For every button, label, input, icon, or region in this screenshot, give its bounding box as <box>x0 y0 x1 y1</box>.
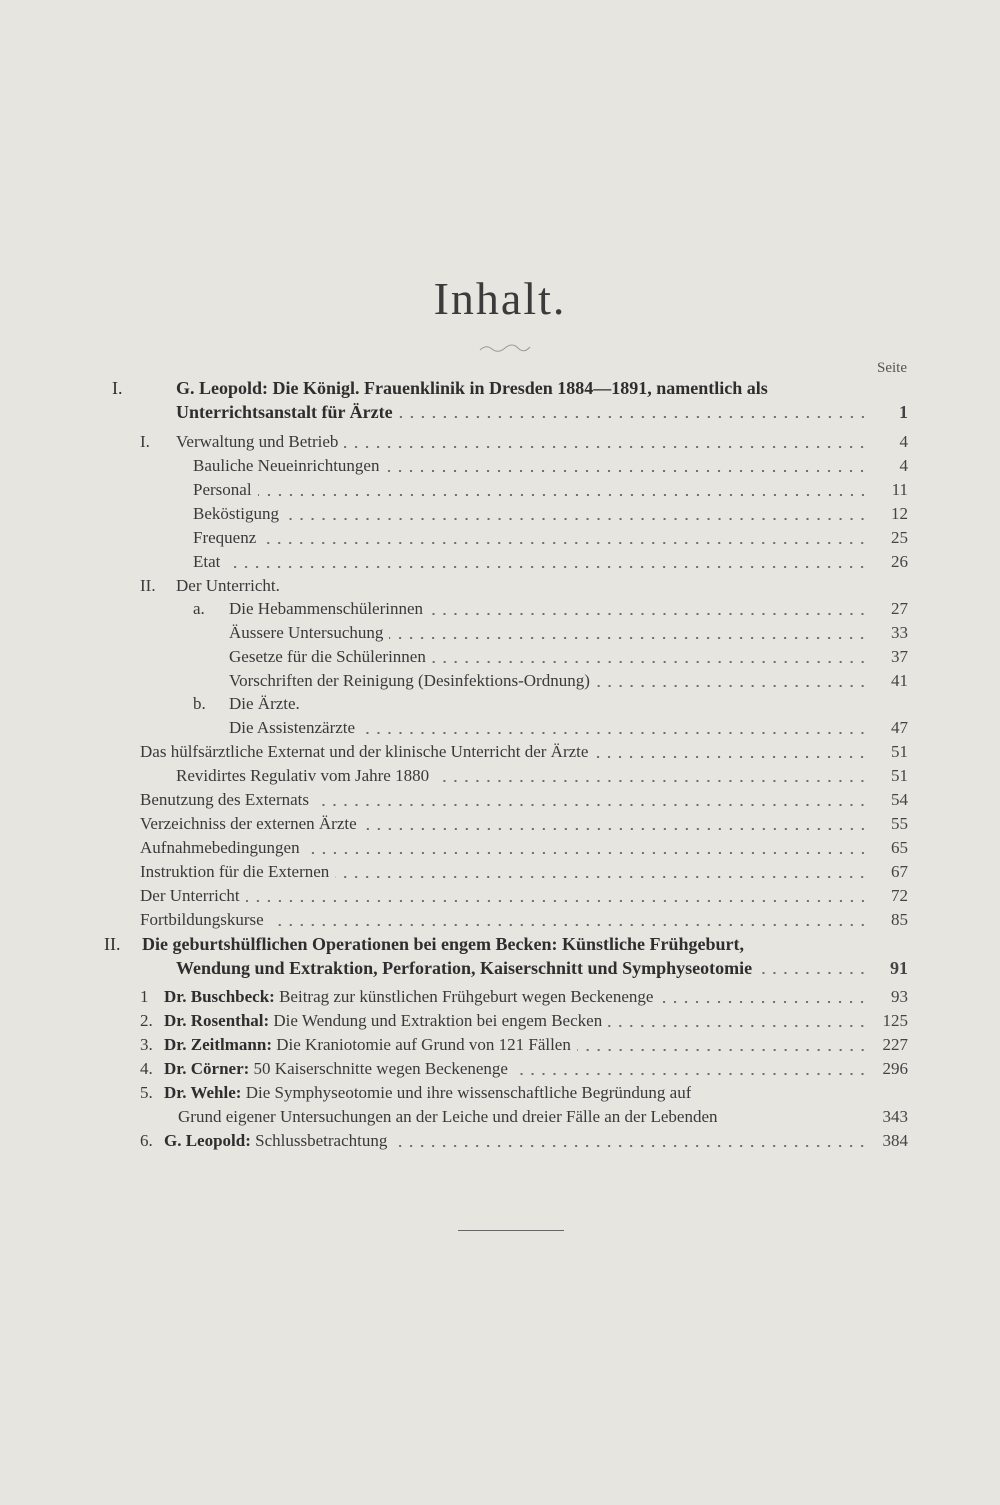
entry-title: Revidirtes Regulativ vom Jahre 1880 <box>176 766 430 785</box>
entry-title: Verzeichniss der externen Ärzte <box>140 814 357 833</box>
entry-title: Der Unterricht <box>140 886 240 905</box>
toc-entry <box>140 908 908 932</box>
entry-page: 227 <box>882 1035 908 1054</box>
toc-entry <box>193 478 908 502</box>
dot-leader <box>285 518 868 520</box>
entry-title: Die Assistenzärzte <box>229 718 356 737</box>
toc-entry <box>104 932 908 956</box>
entry-title: Das hülfsärztliche Externat und der klinische Unterricht der Ärzte <box>140 742 589 761</box>
toc-entry <box>229 645 908 669</box>
entry-number: 6. <box>140 1131 153 1150</box>
entry-page: 51 <box>891 742 908 761</box>
toc-entry <box>193 502 908 526</box>
toc-entry <box>193 526 908 550</box>
entry-title: Die Ärzte. <box>229 694 300 713</box>
entry-author: Dr. Cörner: <box>164 1059 250 1078</box>
entry-number: 4. <box>140 1059 153 1078</box>
ornament-divider <box>478 342 532 354</box>
entry-title: Fortbildungskurse <box>140 910 264 929</box>
entry-page: 27 <box>891 599 908 618</box>
entry-number: 2. <box>140 1011 153 1030</box>
entry-page: 47 <box>891 718 908 737</box>
dot-leader <box>432 661 868 663</box>
entry-number: b. <box>193 694 206 713</box>
entry-title: Unterrichtsanstalt für Ärzte <box>176 402 393 422</box>
page-column-header: Seite <box>877 360 907 376</box>
entry-title: Grund eigener Untersuchungen an der Leiche und dreier Fälle an der Lebenden <box>178 1107 718 1126</box>
dot-leader <box>594 756 868 758</box>
toc-entry <box>229 669 908 693</box>
toc-entry <box>140 574 908 598</box>
dot-leader <box>596 685 868 687</box>
dot-leader <box>361 732 868 734</box>
dot-leader <box>385 470 868 472</box>
toc-entry <box>140 788 908 812</box>
dot-leader <box>724 1121 868 1123</box>
dot-leader <box>306 852 868 854</box>
page-title: Inhalt. <box>433 273 567 324</box>
dot-leader <box>315 804 868 806</box>
entry-author: Dr. Wehle: <box>164 1083 242 1102</box>
entry-title: Schlussbetrachtung <box>255 1131 388 1150</box>
entry-title: Frequenz <box>193 528 257 547</box>
entry-page: 12 <box>891 504 908 523</box>
entry-title: Die geburtshülflichen Operationen bei engem Becken: Künstliche Frühgeburt, <box>142 934 744 954</box>
entry-page: 51 <box>891 766 908 785</box>
entry-title: G. Leopold: Die Königl. Frauenklinik in Dresden 1884—1891, namentlich als <box>176 378 768 398</box>
toc-entry <box>140 836 908 860</box>
dot-leader <box>363 828 868 830</box>
toc-entry <box>178 1105 908 1129</box>
dot-leader <box>399 416 868 418</box>
entry-page: 11 <box>891 480 908 499</box>
toc-entry <box>140 1081 860 1105</box>
entry-page: 296 <box>882 1059 908 1078</box>
entry-page: 93 <box>891 987 908 1006</box>
toc-entry <box>140 430 908 454</box>
entry-page: 55 <box>891 814 908 833</box>
entry-page: 125 <box>882 1011 908 1030</box>
toc-entry <box>140 1033 908 1057</box>
entry-page: 54 <box>891 790 908 809</box>
entry-title: 50 Kaiserschnitte wegen Beckenenge <box>253 1059 508 1078</box>
dot-leader <box>389 637 868 639</box>
entry-title: Äussere Untersuchung <box>229 623 384 642</box>
dot-leader <box>514 1073 868 1075</box>
entry-title: Vorschriften der Reinigung (Desinfektions-Ordnung) <box>229 671 590 690</box>
toc-entry <box>140 884 908 908</box>
toc-entry <box>229 621 908 645</box>
dot-leader <box>429 613 868 615</box>
entry-title: Bauliche Neueinrichtungen <box>193 456 380 475</box>
entry-page: 72 <box>891 886 908 905</box>
entry-title: Benutzung des Externats <box>140 790 310 809</box>
entry-number: II. <box>140 576 156 595</box>
toc-entry <box>140 860 908 884</box>
entry-page: 1 <box>899 402 908 422</box>
entry-title: Verwaltung und Betrieb <box>176 432 339 451</box>
toc-entry <box>193 550 908 574</box>
toc-entry <box>193 692 908 716</box>
toc-entry <box>176 400 908 424</box>
entry-page: 384 <box>882 1131 908 1150</box>
dot-leader <box>608 1025 868 1027</box>
entry-page: 33 <box>891 623 908 642</box>
entry-page: 26 <box>891 552 908 571</box>
toc-entry <box>193 597 908 621</box>
dot-leader <box>758 972 868 974</box>
entry-title: Instruktion für die Externen <box>140 862 330 881</box>
entry-number: a. <box>193 599 205 618</box>
entry-page: 65 <box>891 838 908 857</box>
entry-page: 85 <box>891 910 908 929</box>
entry-author: G. Leopold: <box>164 1131 251 1150</box>
dot-leader <box>270 924 868 926</box>
entry-author: Dr. Rosenthal: <box>164 1011 270 1030</box>
entry-title: Die Symphyseotomie und ihre wissenschaftliche Begründung auf <box>245 1083 692 1102</box>
dot-leader <box>435 780 868 782</box>
toc-entry <box>112 376 908 400</box>
entry-title: Beköstigung <box>193 504 279 523</box>
entry-number: 3. <box>140 1035 153 1054</box>
entry-title: Die Wendung und Extraktion bei engem Becken <box>273 1011 603 1030</box>
entry-page: 4 <box>899 456 908 475</box>
closing-rule <box>458 1230 564 1231</box>
toc-entry <box>176 764 908 788</box>
toc-entry <box>193 454 908 478</box>
entry-title: Gesetze für die Schülerinnen <box>229 647 426 666</box>
dot-leader <box>226 566 868 568</box>
toc-entry <box>140 812 908 836</box>
toc-entry <box>229 716 908 740</box>
entry-title: Etat <box>193 552 221 571</box>
entry-author: Dr. Buschbeck: <box>164 987 275 1006</box>
entry-page: 4 <box>899 432 908 451</box>
entry-page: 91 <box>890 958 908 978</box>
entry-number: 1 <box>140 987 149 1006</box>
toc-entry <box>140 1129 908 1153</box>
entry-title: Die Hebammenschülerinnen <box>229 599 424 618</box>
entry-page: 41 <box>891 671 908 690</box>
dot-leader <box>659 1001 868 1003</box>
entry-number: I. <box>140 432 150 451</box>
dot-leader <box>335 876 868 878</box>
entry-title: Personal <box>193 480 252 499</box>
entry-page: 343 <box>882 1107 908 1126</box>
toc-entry <box>176 956 908 980</box>
toc-entry <box>140 1009 908 1033</box>
entry-page: 67 <box>891 862 908 881</box>
entry-title: Wendung und Extraktion, Perforation, Kaiserschnitt und Symphyseotomie <box>176 958 753 978</box>
entry-page: 25 <box>891 528 908 547</box>
entry-number: 5. <box>140 1083 153 1102</box>
entry-number: I. <box>112 378 123 398</box>
toc-entry <box>140 1057 908 1081</box>
dot-leader <box>262 542 868 544</box>
entry-number: II. <box>104 934 121 954</box>
entry-title: Die Kraniotomie auf Grund von 121 Fällen <box>276 1035 571 1054</box>
dot-leader <box>577 1049 868 1051</box>
toc-entry <box>140 740 908 764</box>
dot-leader <box>258 494 868 496</box>
toc-entry <box>140 985 908 1009</box>
dot-leader <box>344 446 868 448</box>
entry-title: Beitrag zur künstlichen Frühgeburt wegen Beckenenge <box>279 987 654 1006</box>
entry-title: Aufnahmebedingungen <box>140 838 300 857</box>
entry-author: Dr. Zeitlmann: <box>164 1035 272 1054</box>
entry-title: Der Unterricht. <box>176 576 280 595</box>
dot-leader <box>393 1145 868 1147</box>
dot-leader <box>246 900 868 902</box>
entry-page: 37 <box>891 647 908 666</box>
